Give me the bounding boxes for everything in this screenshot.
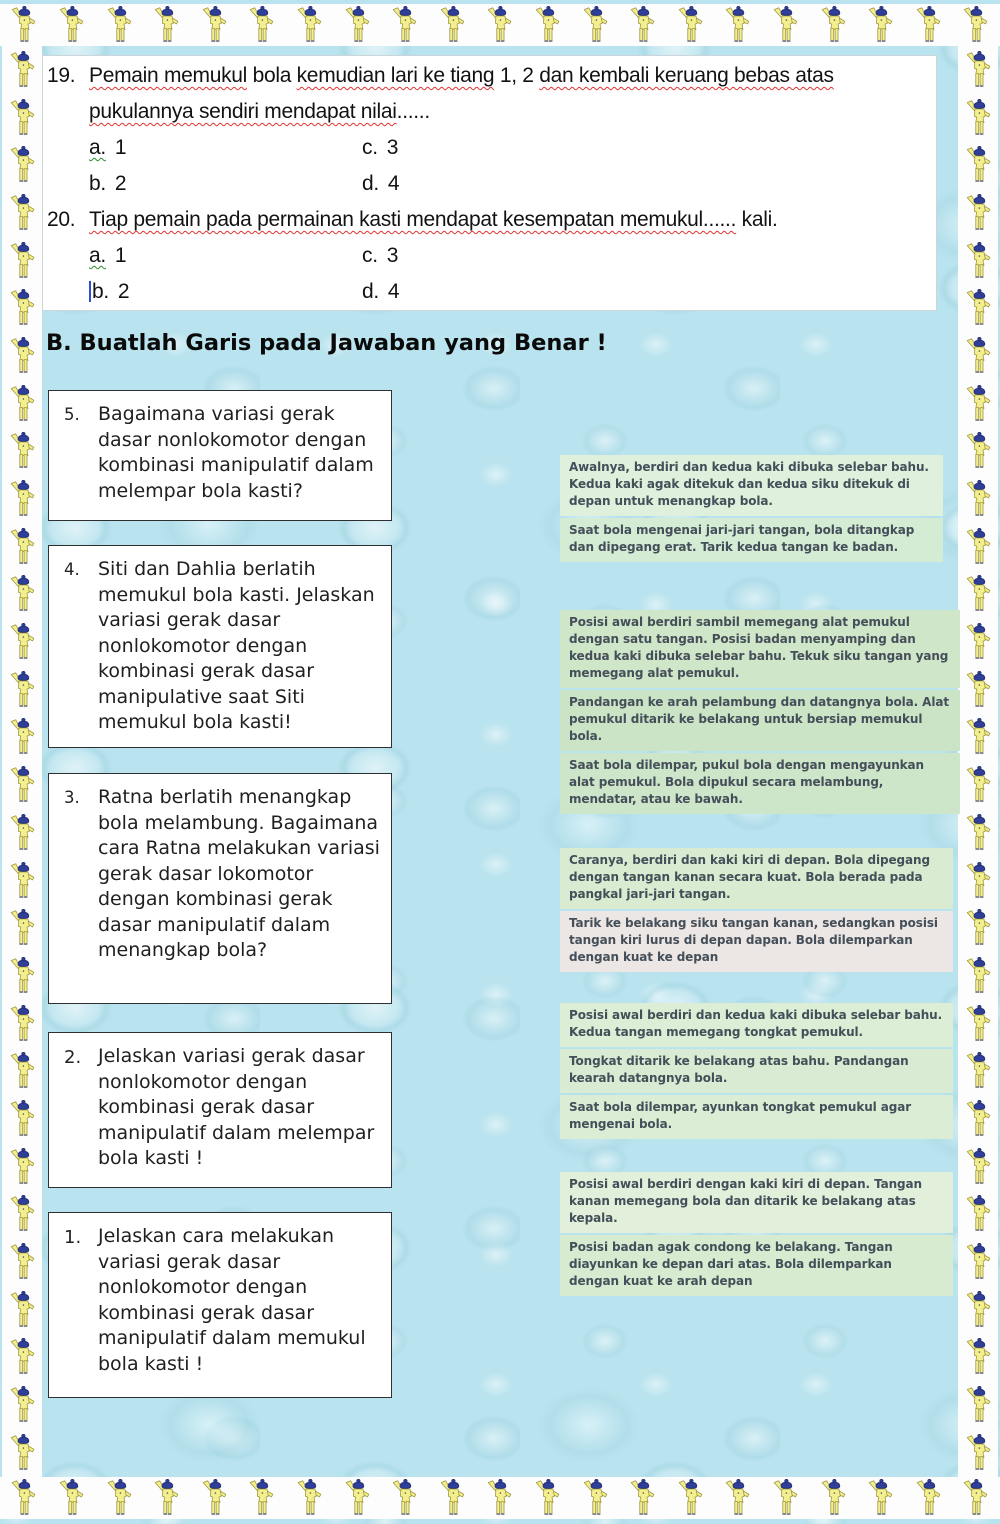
- question-4-number: 4.: [64, 560, 80, 579]
- question-box-4[interactable]: [48, 545, 392, 748]
- question-5-number: 5.: [64, 405, 80, 424]
- option-value: 1: [114, 136, 127, 159]
- person-figure-icon: [819, 6, 848, 44]
- person-figure-icon: [866, 6, 895, 44]
- answer-box[interactable]: Saat bola dilempar, ayunkan tongkat pemukul agar mengenai bola.: [560, 1095, 953, 1139]
- person-figure-icon: [8, 814, 37, 852]
- question-19-number: 19.: [47, 64, 76, 87]
- option-label: d.: [362, 172, 379, 195]
- option-label: b.: [89, 172, 106, 195]
- answer-box[interactable]: Posisi badan agak condong ke belakang. Tangan diayunkan ke depan dari atas. Bola dilemparkan dengan kuat ke arah depan: [560, 1235, 953, 1296]
- person-figure-icon: [8, 671, 37, 709]
- person-figure-icon: [390, 1479, 419, 1517]
- answer-box[interactable]: Saat bola mengenai jari-jari tangan, bola ditangkap dan dipegang erat. Tarik kedua tangan ke badan.: [560, 518, 943, 562]
- person-figure-icon: [8, 146, 37, 184]
- person-figure-icon: [8, 862, 37, 900]
- question-box-3[interactable]: [48, 773, 392, 1004]
- question-1-number: 1.: [64, 1227, 82, 1248]
- answer-group-1: [560, 455, 943, 564]
- decorative-border-right: [958, 46, 998, 1477]
- person-figure-icon: [964, 99, 993, 137]
- question-2-text: Jelaskan variasi gerak dasar nonlokomotor dengan kombinasi gerak dasar manipulatif dalam melempar bola kasti !: [98, 1045, 375, 1169]
- person-figure-icon: [8, 1052, 37, 1090]
- question-20-option-c[interactable]: [362, 238, 936, 274]
- person-figure-icon: [295, 1479, 324, 1517]
- person-figure-icon: [628, 1479, 657, 1517]
- person-figure-icon: [8, 1005, 37, 1043]
- person-figure-icon: [8, 623, 37, 661]
- person-figure-icon: [964, 623, 993, 661]
- person-figure-icon: [8, 51, 37, 89]
- person-figure-icon: [8, 909, 37, 947]
- person-figure-icon: [8, 718, 37, 756]
- person-figure-icon: [57, 1479, 86, 1517]
- option-value: 4: [387, 172, 400, 195]
- person-figure-icon: [964, 1052, 993, 1090]
- person-figure-icon: [438, 1479, 467, 1517]
- person-figure-icon: [105, 6, 134, 44]
- question-20-text-line-1: [89, 202, 936, 238]
- person-figure-icon: [8, 289, 37, 327]
- option-label: d.: [362, 280, 379, 303]
- person-figure-icon: [961, 1479, 990, 1517]
- multiple-choice-card: [42, 55, 937, 311]
- person-figure-icon: [964, 1100, 993, 1138]
- person-figure-icon: [964, 1195, 993, 1233]
- answer-group-5: [560, 1172, 953, 1298]
- person-figure-icon: [819, 1479, 848, 1517]
- person-figure-icon: [8, 1243, 37, 1281]
- person-figure-icon: [964, 1243, 993, 1281]
- question-20-number: 20.: [47, 208, 76, 231]
- option-label: b.: [92, 280, 109, 303]
- person-figure-icon: [676, 1479, 705, 1517]
- person-figure-icon: [964, 51, 993, 89]
- person-figure-icon: [964, 289, 993, 327]
- person-figure-icon: [152, 1479, 181, 1517]
- option-label: a.: [89, 244, 106, 267]
- person-figure-icon: [8, 1434, 37, 1472]
- question-20-option-d[interactable]: [362, 274, 936, 310]
- answer-box[interactable]: Posisi awal berdiri dan kedua kaki dibuka selebar bahu. Kedua tangan memegang tongkat pemukul.: [560, 1003, 953, 1047]
- person-figure-icon: [964, 432, 993, 470]
- person-figure-icon: [964, 528, 993, 566]
- person-figure-icon: [8, 766, 37, 804]
- question-text-wavy: Pemain memukul: [89, 64, 248, 87]
- question-box-2[interactable]: [48, 1032, 392, 1188]
- decorative-border-bottom: [0, 1477, 1000, 1519]
- person-figure-icon: [628, 6, 657, 44]
- person-figure-icon: [964, 671, 993, 709]
- answer-box[interactable]: Tongkat ditarik ke belakang atas bahu. Pandangan kearah datangnya bola.: [560, 1049, 953, 1093]
- answer-group-2: [560, 610, 960, 816]
- person-figure-icon: [247, 1479, 276, 1517]
- question-box-1[interactable]: [48, 1212, 392, 1398]
- option-value: 1: [114, 244, 127, 267]
- person-figure-icon: [914, 6, 943, 44]
- question-4-text: Siti dan Dahlia berlatih memukul bola kasti. Jelaskan variasi gerak dasar nonlokomotor dengan kombinasi gerak dasar manipulative saat Siti memukul bola kasti!: [98, 558, 375, 733]
- person-figure-icon: [390, 6, 419, 44]
- answer-group-3: [560, 848, 953, 974]
- person-figure-icon: [8, 575, 37, 613]
- section-b-heading: B. Buatlah Garis pada Jawaban yang Benar !: [46, 330, 607, 356]
- question-19: [43, 58, 936, 202]
- question-20-options: [89, 238, 936, 310]
- option-label: a.: [89, 136, 106, 159]
- person-figure-icon: [8, 385, 37, 423]
- question-5-text: Bagaimana variasi gerak dasar nonlokomotor dengan kombinasi manipulatif dalam melempar bola kasti?: [98, 403, 374, 502]
- person-figure-icon: [8, 1338, 37, 1376]
- person-figure-icon: [8, 242, 37, 280]
- person-figure-icon: [964, 480, 993, 518]
- person-figure-icon: [964, 385, 993, 423]
- decorative-border-top: [0, 4, 1000, 46]
- person-figure-icon: [964, 1338, 993, 1376]
- question-19-text-line-1: [89, 58, 936, 94]
- answer-group-4: [560, 1003, 953, 1141]
- person-figure-icon: [964, 337, 993, 375]
- person-figure-icon: [723, 1479, 752, 1517]
- person-figure-icon: [9, 1479, 38, 1517]
- person-figure-icon: [964, 1005, 993, 1043]
- question-20-option-a[interactable]: [89, 238, 362, 274]
- person-figure-icon: [533, 6, 562, 44]
- person-figure-icon: [866, 1479, 895, 1517]
- person-figure-icon: [8, 1100, 37, 1138]
- answer-box[interactable]: Posisi awal berdiri sambil memegang alat pemukul dengan satu tangan. Posisi badan menyamping dan kedua kaki dibuka selebar bahu. Tekuk siku tangan yang memegang alat pemukul.: [560, 610, 960, 688]
- person-figure-icon: [964, 146, 993, 184]
- answer-box[interactable]: Caranya, berdiri dan kaki kiri di depan. Bola dipegang dengan tangan kanan secara kuat. Bola berada pada pangkal jari-jari tangan.: [560, 848, 953, 909]
- person-figure-icon: [8, 480, 37, 518]
- person-figure-icon: [771, 6, 800, 44]
- question-19-option-d[interactable]: [362, 166, 936, 202]
- person-figure-icon: [964, 862, 993, 900]
- person-figure-icon: [8, 1195, 37, 1233]
- question-text-wavy: pukulannya sendiri mendapat nilai: [89, 100, 397, 123]
- person-figure-icon: [105, 1479, 134, 1517]
- question-text-plain: bola: [247, 64, 297, 87]
- person-figure-icon: [438, 6, 467, 44]
- person-figure-icon: [57, 6, 86, 44]
- question-19-text-line-2: [89, 94, 936, 130]
- person-figure-icon: [200, 6, 229, 44]
- person-figure-icon: [8, 1148, 37, 1186]
- decorative-border-left: [2, 46, 42, 1477]
- person-figure-icon: [676, 6, 705, 44]
- option-value: 4: [387, 280, 400, 303]
- option-value: 2: [114, 172, 127, 195]
- person-figure-icon: [8, 1386, 37, 1424]
- person-figure-icon: [964, 1434, 993, 1472]
- person-figure-icon: [961, 6, 990, 44]
- person-figure-icon: [964, 575, 993, 613]
- person-figure-icon: [914, 1479, 943, 1517]
- person-figure-icon: [581, 1479, 610, 1517]
- person-figure-icon: [964, 1386, 993, 1424]
- person-figure-icon: [964, 957, 993, 995]
- question-19-option-c[interactable]: [362, 130, 936, 166]
- question-text-wavy: Tiap pemain pada permainan kasti mendapat kesempatan memukul......: [89, 208, 737, 231]
- answer-box[interactable]: Posisi awal berdiri dengan kaki kiri di depan. Tangan kanan memegang bola dan ditarik ke belakang atas kepala.: [560, 1172, 953, 1233]
- person-figure-icon: [964, 766, 993, 804]
- question-text-plain: ......: [396, 100, 430, 123]
- person-figure-icon: [8, 1291, 37, 1329]
- option-label: c.: [362, 244, 378, 267]
- question-19-option-b[interactable]: [89, 166, 362, 202]
- option-value: 2: [117, 280, 130, 303]
- person-figure-icon: [247, 6, 276, 44]
- person-figure-icon: [200, 1479, 229, 1517]
- person-figure-icon: [723, 6, 752, 44]
- question-box-5[interactable]: [48, 390, 392, 521]
- question-20: [43, 202, 936, 310]
- question-2-number: 2.: [64, 1047, 82, 1068]
- person-figure-icon: [8, 337, 37, 375]
- person-figure-icon: [964, 1148, 993, 1186]
- person-figure-icon: [8, 528, 37, 566]
- question-1-text: Jelaskan cara melakukan variasi gerak dasar nonlokomotor dengan kombinasi gerak dasar manipulatif dalam memukul bola kasti !: [98, 1225, 366, 1375]
- person-figure-icon: [964, 1291, 993, 1329]
- answer-box[interactable]: Tarik ke belakang siku tangan kanan, sedangkan posisi tangan kiri lurus di depan dapan. Bola dilemparkan dengan kuat ke depan: [560, 911, 953, 972]
- answer-box[interactable]: Saat bola dilempar, pukul bola dengan mengayunkan alat pemukul. Bola dipukul secara melambung, mendatar, atau ke bawah.: [560, 753, 960, 814]
- person-figure-icon: [485, 6, 514, 44]
- option-value: 3: [386, 244, 399, 267]
- person-figure-icon: [8, 194, 37, 232]
- question-text-wavy: dan kembali keruang bebas atas: [539, 64, 834, 87]
- person-figure-icon: [343, 1479, 372, 1517]
- person-figure-icon: [343, 6, 372, 44]
- person-figure-icon: [964, 909, 993, 947]
- person-figure-icon: [533, 1479, 562, 1517]
- question-3-number: 3.: [64, 788, 80, 807]
- person-figure-icon: [8, 432, 37, 470]
- question-text-plain: kali.: [736, 208, 778, 231]
- answer-box[interactable]: Awalnya, berdiri dan kedua kaki dibuka selebar bahu. Kedua kaki agak ditekuk dan kedua siku ditekuk di depan untuk menangkap bola.: [560, 455, 943, 516]
- question-text-plain: 1, 2: [494, 64, 540, 87]
- option-label: c.: [362, 136, 378, 159]
- person-figure-icon: [9, 6, 38, 44]
- person-figure-icon: [295, 6, 324, 44]
- person-figure-icon: [964, 242, 993, 280]
- person-figure-icon: [8, 99, 37, 137]
- question-20-option-b[interactable]: [89, 274, 362, 310]
- person-figure-icon: [581, 6, 610, 44]
- answer-box[interactable]: Pandangan ke arah pelambung dan datangnya bola. Alat pemukul ditarik ke belakang untuk bersiap memukul bola.: [560, 690, 960, 751]
- question-text-wavy: kemudian lari ke tiang: [296, 64, 495, 87]
- person-figure-icon: [964, 194, 993, 232]
- question-19-option-a[interactable]: [89, 130, 362, 166]
- option-value: 3: [386, 136, 399, 159]
- person-figure-icon: [152, 6, 181, 44]
- question-19-options: [89, 130, 936, 202]
- person-figure-icon: [964, 718, 993, 756]
- text-cursor: [89, 281, 91, 302]
- person-figure-icon: [771, 1479, 800, 1517]
- person-figure-icon: [8, 957, 37, 995]
- person-figure-icon: [964, 814, 993, 852]
- question-3-text: Ratna berlatih menangkap bola melambung. Bagaimana cara Ratna melakukan variasi gerak dasar lokomotor dengan kombinasi gerak dasar manipulatif dalam menangkap bola?: [98, 786, 380, 961]
- person-figure-icon: [485, 1479, 514, 1517]
